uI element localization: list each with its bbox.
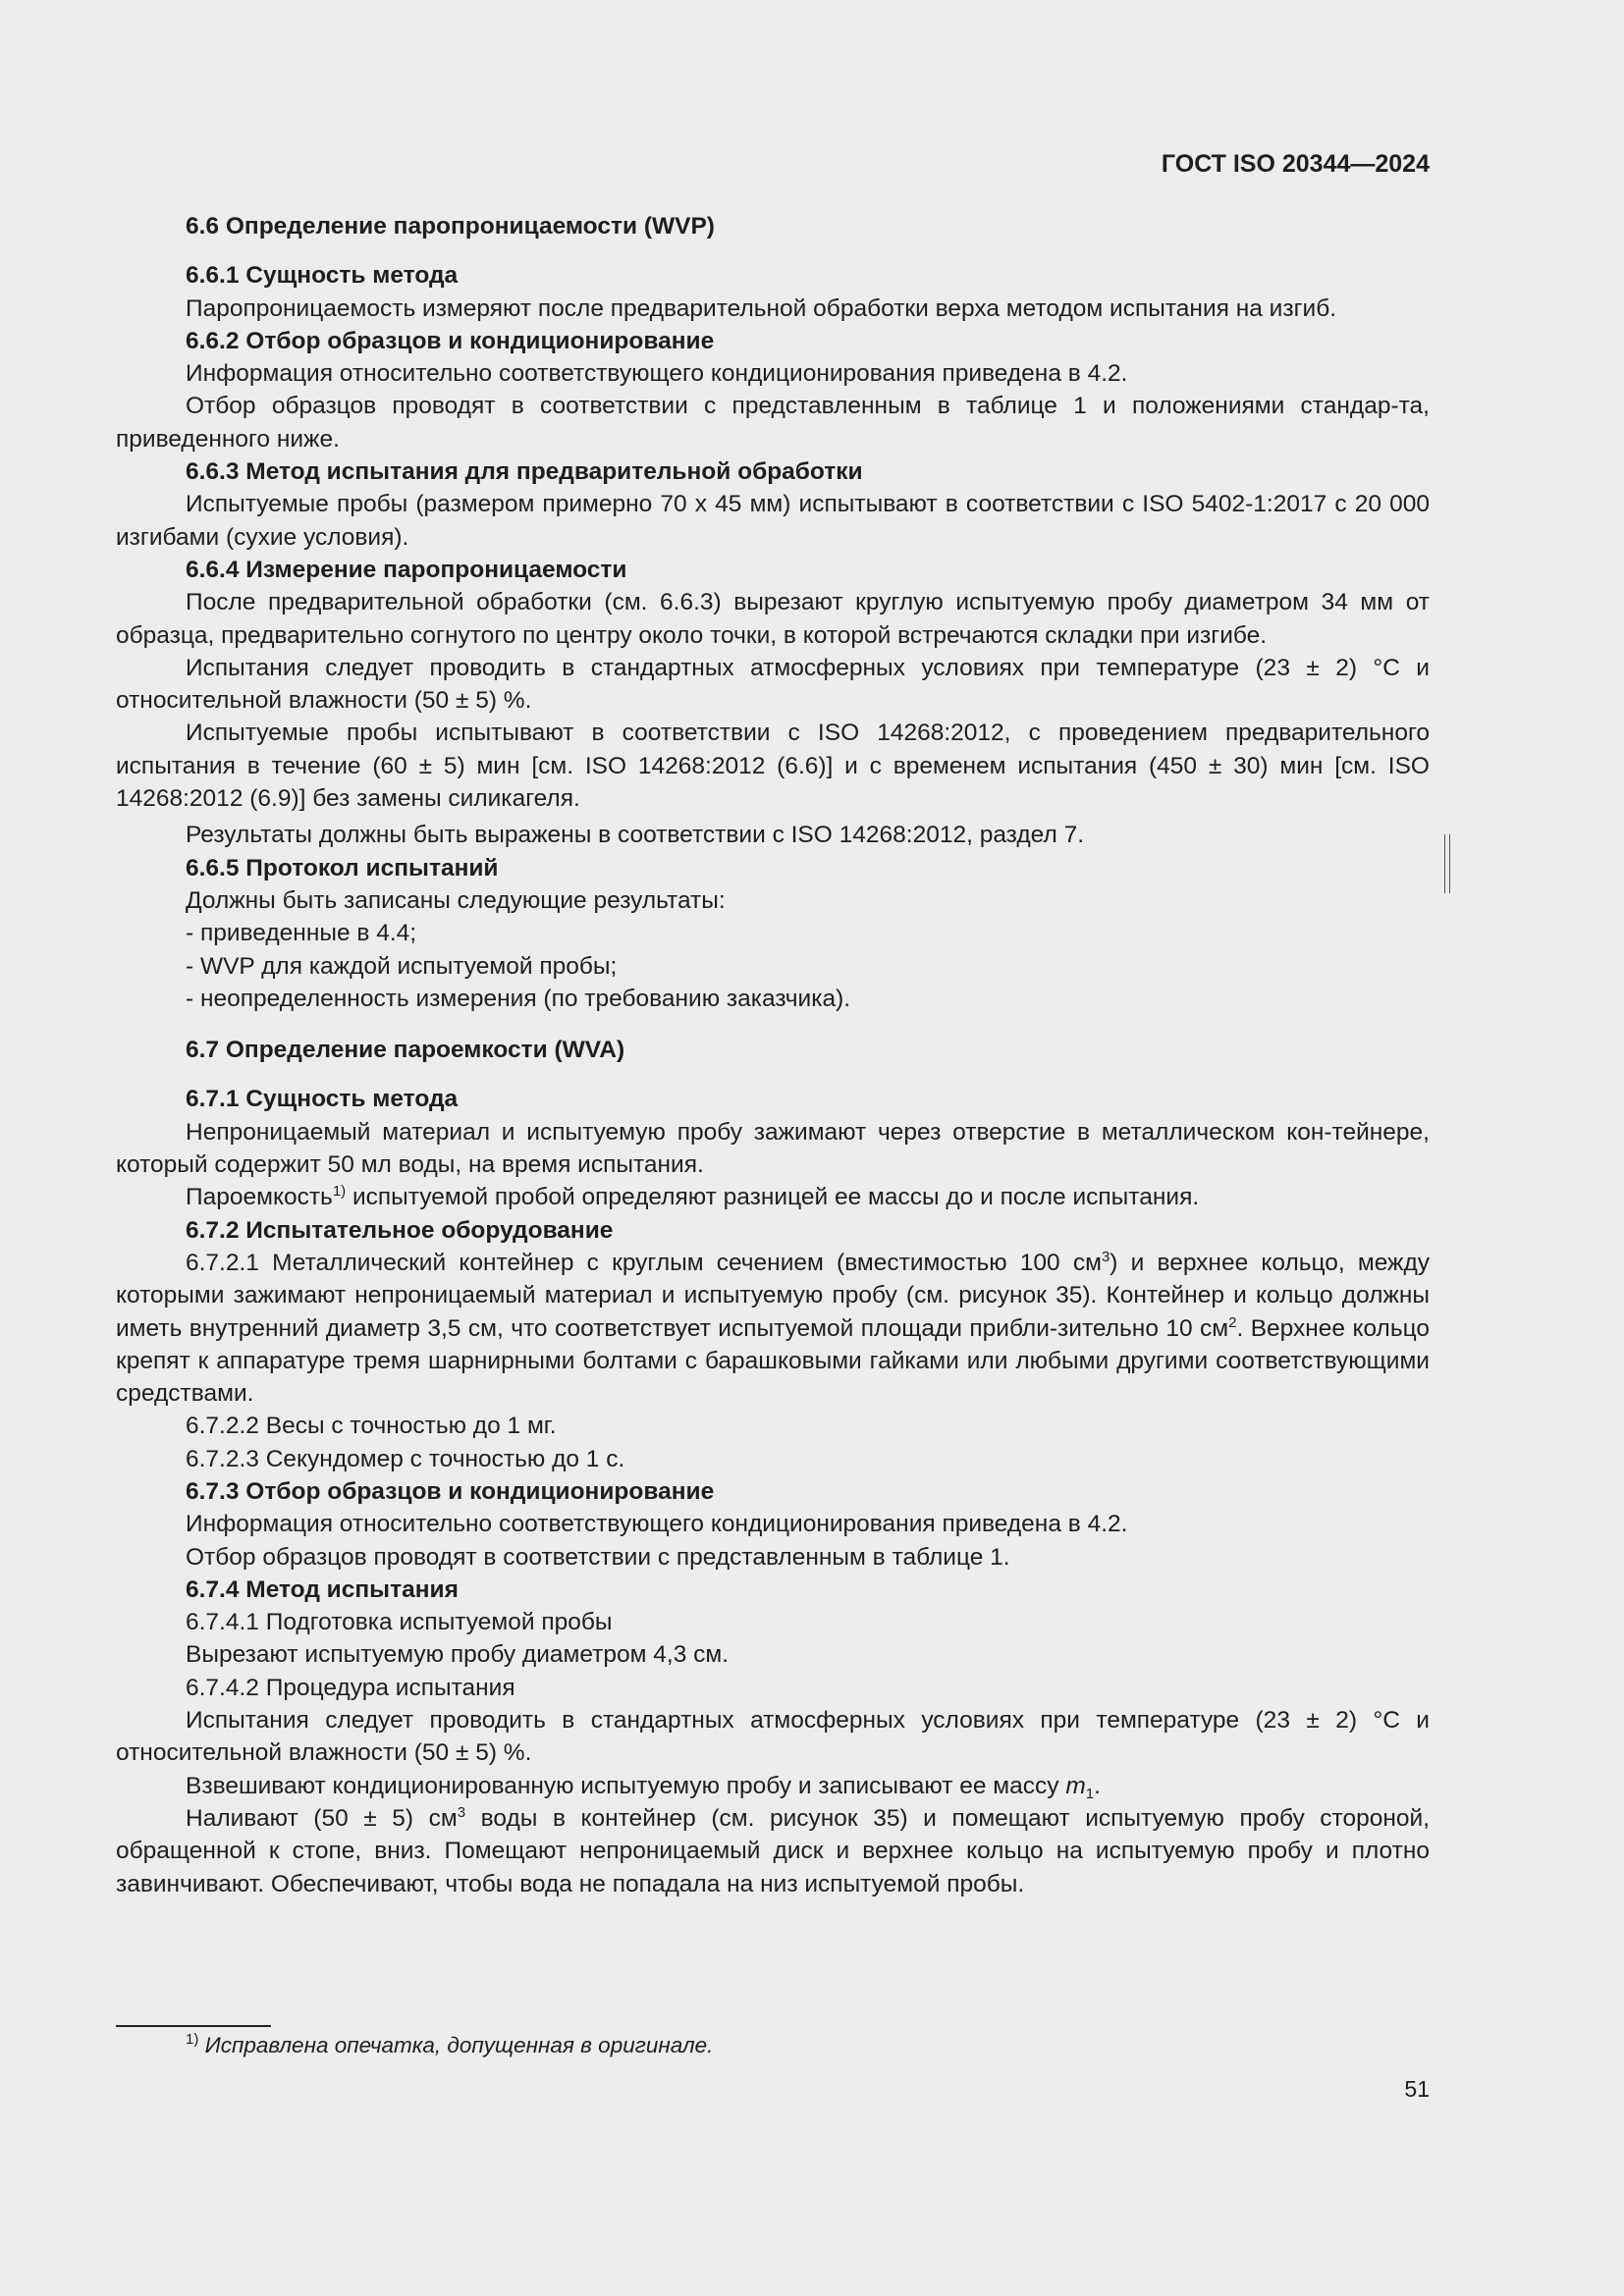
section-6-7-3-heading: 6.7.3 Отбор образцов и кондиционирование (186, 1477, 715, 1505)
math-variable: m (1065, 1772, 1086, 1799)
footnote (186, 2031, 713, 2060)
paragraph: Испытуемые пробы испытывают в соответствии с ISO 14268:2012, с проведением предварительного испытания в течение (60 ± 5) мин [см. ISO 14268:2012 (6.6)] и с временем испытания (450 ± 30) мин [см. ISO 14268:2012 (6.9)] без замены силикагеля. (116, 720, 1430, 813)
paragraph: Отбор образцов проводят в соответствии с представленным в таблице 1. (186, 1543, 1010, 1571)
text-run: . Верхнее кольцо крепят к аппаратуре тремя шарнирными болтами с барашковыми гайками или любыми другими соответствующими средствами. (116, 1314, 1431, 1408)
paragraph: Непроницаемый материал и испытуемую пробу зажимают через отверстие в металлическом кон-тейнере, который содержит 50 мл воды, на время испытания. (116, 1118, 1430, 1179)
text-run: Взвешивают кондиционированную испытуемую пробу и записывают ее массу (186, 1772, 1066, 1799)
paragraph: 6.7.2.2 Весы с точностью до 1 мг. (186, 1413, 557, 1440)
superscript: 3 (457, 1803, 466, 1821)
section-6-6-4-heading: 6.6.4 Измерение паропроницаемости (186, 556, 627, 583)
paragraph (116, 1802, 1430, 1900)
paragraph (116, 1181, 1430, 1213)
paragraph: Информация относительно соответствующего кондиционирования приведена в 4.2. (186, 1511, 1128, 1538)
text-run: воды в контейнер (см. рисунок 35) и помещают испытуемую пробу стороной, обращенной к стопе, вниз. Помещают непроницаемый диск и верхнее кольцо на испытуемую пробу и плотно завинчивают. Обеспечивают, чтобы вода не попадала на низ испытуемой пробы. (116, 1804, 1430, 1897)
superscript: 2 (1228, 1313, 1237, 1331)
list-item: - WVP для каждой испытуемой пробы; (186, 952, 618, 980)
list-item: - неопределенность измерения (по требованию заказчика). (186, 985, 851, 1012)
superscript: 3 (1101, 1248, 1110, 1265)
paragraph (116, 1247, 1430, 1410)
list-item: - приведенные в 4.4; (186, 920, 417, 947)
section-6-6-2-heading: 6.6.2 Отбор образцов и кондиционирование (186, 327, 715, 354)
section-6-7-4-heading: 6.7.4 Метод испытания (186, 1575, 459, 1603)
text-run: . (1094, 1772, 1101, 1799)
subscript: 1 (1085, 1785, 1095, 1802)
section-6-7-1-heading: 6.7.1 Сущность метода (186, 1086, 459, 1113)
paragraph: Должны быть записаны следующие результаты: (186, 886, 726, 914)
section-6-7-heading: 6.7 Определение пароемкости (WVA) (186, 1037, 625, 1064)
section-6-6-heading: 6.6 Определение паропроницаемости (WVP) (186, 213, 715, 240)
revision-change-bar (1444, 834, 1450, 893)
paragraph: После предварительной обработки (см. 6.6.3) вырезают круглую испытуемую пробу диаметром 34 мм от образца, предварительно согнутого по центру около точки, в которой встречаются складки при изгибе. (116, 589, 1430, 649)
paragraph: Паропроницаемость измеряют после предварительной обработки верха методом испытания на изгиб. (186, 294, 1337, 322)
document-code-header: ГОСТ ISO 20344—2024 (1161, 150, 1430, 178)
section-6-6-5-heading: 6.6.5 Протокол испытаний (186, 854, 499, 881)
text-run: испытуемой пробой определяют разницей ее массы до и после испытания. (346, 1184, 1200, 1211)
footnote-reference: 1) (332, 1183, 347, 1201)
paragraph: 6.7.4.2 Процедура испытания (186, 1674, 515, 1701)
section-6-6-1-heading: 6.6.1 Сущность метода (186, 262, 459, 290)
text-run: ) и верхнее кольцо, между которыми зажимают непроницаемый материал и испытуемую пробу (см. рисунок 35). Контейнер и кольцо должны иметь внутренний диаметр 3,5 см, что соответствует испытуемой площади прибли-зительно 10 см (116, 1249, 1430, 1342)
paragraph: Испытания следует проводить в стандартных атмосферных условиях при температуре (23 ± 2) °С и относительной влажности (50 ± 5) %. (116, 654, 1430, 715)
paragraph: 6.7.2.3 Секундомер с точностью до 1 с. (186, 1445, 625, 1472)
paragraph (116, 1770, 1430, 1802)
paragraph: Отбор образцов проводят в соответствии с представленным в таблице 1 и положениями стандар-та, приведенного ниже. (116, 393, 1430, 453)
paragraph: Информация относительно соответствующего кондиционирования приведена в 4.2. (186, 360, 1128, 388)
footnote-text: Исправлена опечатка, допущенная в оригинале. (204, 2033, 714, 2057)
paragraph: Результаты должны быть выражены в соответствии с ISO 14268:2012, раздел 7. (186, 822, 1085, 849)
paragraph: Испытания следует проводить в стандартных атмосферных условиях при температуре (23 ± 2) °С и относительной влажности (50 ± 5) %. (116, 1707, 1430, 1767)
section-6-6-3-heading: 6.6.3 Метод испытания для предварительной обработки (186, 458, 863, 486)
text-run: Наливают (50 ± 5) см (186, 1804, 458, 1832)
text-run: Пароемкость (186, 1184, 333, 1211)
section-6-7-2-heading: 6.7.2 Испытательное оборудование (186, 1216, 614, 1244)
footnote-mark: 1) (186, 2031, 199, 2048)
document-body (116, 210, 1430, 1900)
paragraph: Испытуемые пробы (размером примерно 70 х 45 мм) испытывают в соответствии с ISO 5402-1:2017 с 20 000 изгибами (сухие условия). (116, 491, 1430, 551)
paragraph: 6.7.4.1 Подготовка испытуемой пробы (186, 1609, 613, 1636)
text-run: 6.7.2.1 Металлический контейнер с круглым сечением (вместимостью 100 см (186, 1249, 1102, 1276)
footnote-separator (116, 2025, 271, 2027)
paragraph: Вырезают испытуемую пробу диаметром 4,3 см. (186, 1641, 730, 1669)
page-number: 51 (1404, 2076, 1430, 2102)
document-page (116, 147, 1430, 1900)
